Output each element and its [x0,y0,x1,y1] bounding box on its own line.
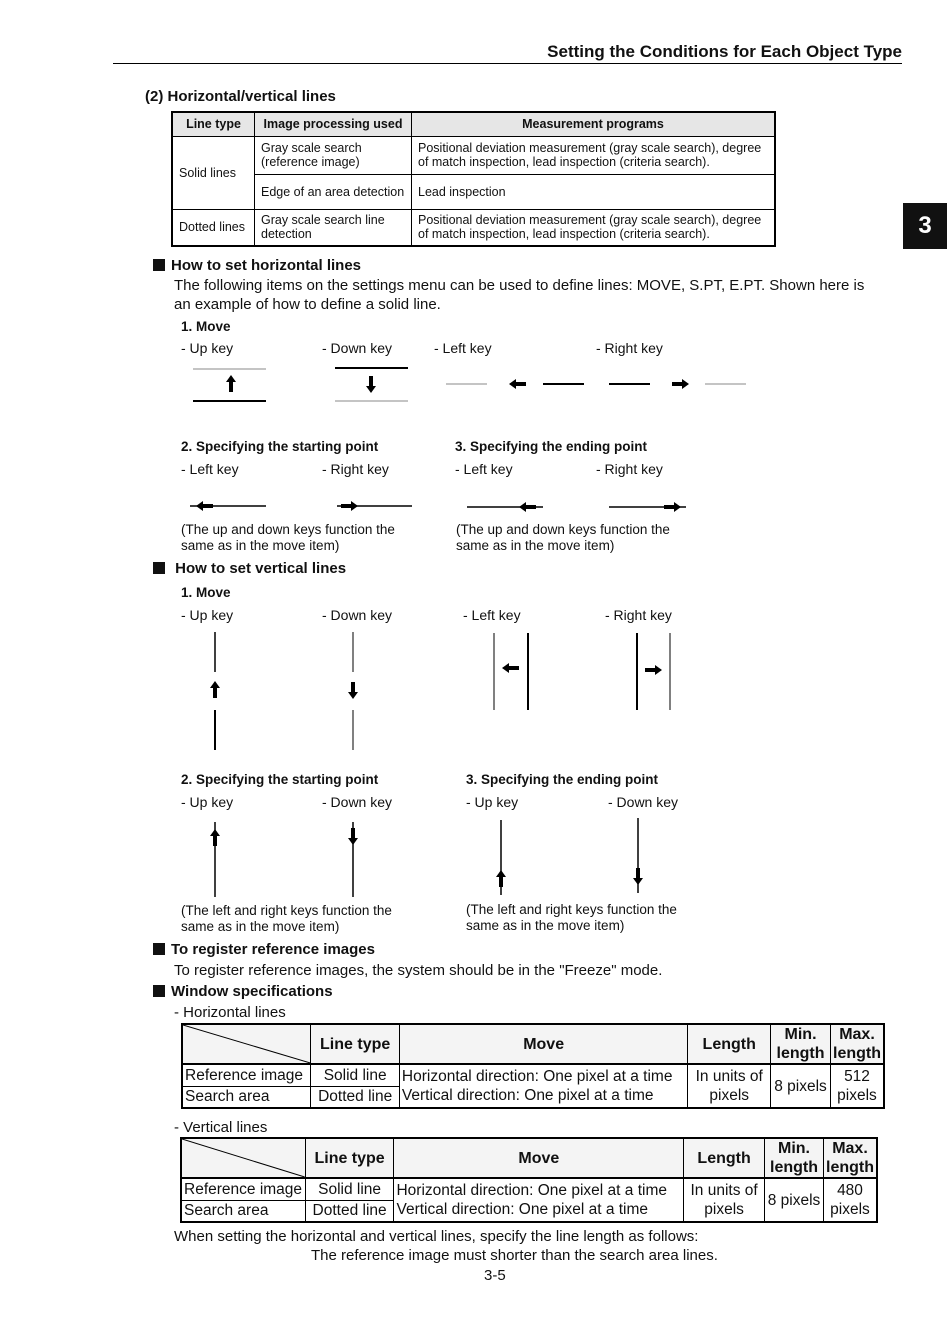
h-up-key-label: - Up key [181,340,234,356]
h-start-title: 2. Specifying the starting point [181,439,379,454]
footer-note-1: When setting the horizontal and vertical lines, specify the line length as follows: [174,1228,699,1245]
h-move-down-diagram [335,368,408,401]
register-text: To register reference images, the system should be in the "Freeze" mode. [174,962,663,979]
h-move-right-diagram [609,379,746,389]
vertical-heading: How to set vertical lines [153,560,346,577]
cell-processing: Gray scale search line detection [255,209,412,246]
page-number: 3-5 [484,1267,506,1284]
th-move: Move [399,1024,687,1064]
chapter-tab: 3 [903,203,947,249]
section-title: (2) Horizontal/vertical lines [145,88,336,105]
v-end-up-label: - Up key [466,794,519,810]
th-min-length: Min. length [771,1024,831,1064]
th-length: Length [684,1138,765,1178]
h-start-note: (The up and down keys function the same as in the move item) [181,522,395,553]
cell-length: In units of pixels [688,1064,771,1108]
horizontal-spec-table [181,1023,885,1109]
page-header-title: Setting the Conditions for Each Object Type [547,42,902,61]
h-end-right-label: - Right key [596,461,663,477]
v-end-down-label: - Down key [608,794,679,810]
h-start-left-diagram [190,501,266,511]
cell-line-type: Dotted line [311,1086,400,1108]
h-move-left-diagram [446,379,584,389]
cell-line-type: Dotted line [305,1200,394,1222]
square-bullet-icon [153,943,165,955]
th-min-length: Min. length [765,1138,824,1178]
h-left-key-label: - Left key [434,340,492,356]
diagonal-header-cell [181,1138,305,1178]
th-measurement-programs: Measurement programs [412,112,776,136]
h-start-right-diagram [337,501,412,511]
square-bullet-icon [153,562,165,574]
v-start-up-diagram [210,822,220,897]
th-max-length: Max. length [831,1024,885,1064]
v-start-down-diagram [348,822,358,897]
table-row [182,1064,884,1086]
cell-line-type: Solid line [311,1064,400,1086]
th-length: Length [688,1024,771,1064]
cell-program: Positional deviation measurement (gray scale search), degree of match inspection, lead inspection (criteria search). [412,136,776,174]
row-label-reference: Reference image [182,1064,311,1086]
cell-length: In units of pixels [684,1178,765,1222]
th-move: Move [394,1138,684,1178]
horizontal-lines-label: - Horizontal lines [174,1004,286,1021]
row-label-search: Search area [182,1086,311,1108]
v-start-note: (The left and right keys function the same as in the move item) [181,903,392,934]
horizontal-heading: How to set horizontal lines [153,257,361,274]
row-label-reference: Reference image [181,1178,305,1200]
cell-move: Horizontal direction: One pixel at a time Vertical direction: One pixel at a time [394,1178,684,1222]
v-end-down-diagram [633,818,643,893]
h-end-left-diagram [467,502,543,512]
vertical-spec-table [180,1137,878,1223]
th-image-processing: Image processing used [255,112,412,136]
h-move-up-diagram [193,369,266,401]
h-end-right-diagram [609,502,686,512]
th-line-type: Line type [311,1024,400,1064]
footer-note-2: The reference image must shorter than the search area lines. [311,1247,718,1264]
cell-processing: Edge of an area detection [255,174,412,209]
cell-program: Lead inspection [412,174,776,209]
cell-program: Positional deviation measurement (gray scale search), degree of match inspection, lead inspection (criteria search). [412,209,776,246]
cell-line-type: Solid line [305,1178,394,1200]
cell-dotted-lines: Dotted lines [172,209,255,246]
h-start-left-label: - Left key [181,461,239,477]
cell-min-length: 8 pixels [771,1064,831,1108]
v-move-title: 1. Move [181,585,231,600]
v-start-title: 2. Specifying the starting point [181,772,379,787]
cell-move: Horizontal direction: One pixel at a time Vertical direction: One pixel at a time [399,1064,687,1108]
v-move-down-diagram [348,632,358,750]
cell-min-length: 8 pixels [765,1178,824,1222]
v-end-title: 3. Specifying the ending point [466,772,659,787]
h-end-left-label: - Left key [455,461,513,477]
v-move-up-diagram [210,632,220,750]
diagonal-header-cell [182,1024,311,1064]
v-move-right-diagram [637,633,670,710]
v-start-down-label: - Down key [322,794,393,810]
v-up-key-label: - Up key [181,607,234,623]
vertical-lines-label: - Vertical lines [174,1119,268,1136]
h-end-note: (The up and down keys function the same as in the move item) [456,522,670,553]
h-down-key-label: - Down key [322,340,393,356]
v-right-key-label: - Right key [605,607,672,623]
th-max-length: Max. length [824,1138,878,1178]
v-left-key-label: - Left key [463,607,521,623]
th-line-type: Line type [305,1138,394,1178]
v-move-left-diagram [494,633,528,710]
cell-max-length: 480 pixels [824,1178,878,1222]
v-end-note: (The left and right keys function the same as in the move item) [466,902,677,933]
h-end-title: 3. Specifying the ending point [455,439,648,454]
v-end-up-diagram [496,820,506,895]
cell-solid-lines: Solid lines [172,136,255,209]
register-heading: To register reference images [153,941,375,958]
window-spec-heading: Window specifications [153,983,333,1000]
h-start-right-label: - Right key [322,461,389,477]
th-line-type: Line type [172,112,255,136]
row-label-search: Search area [181,1200,305,1222]
table-row [181,1178,877,1200]
h-move-title: 1. Move [181,319,231,334]
h-right-key-label: - Right key [596,340,663,356]
square-bullet-icon [153,985,165,997]
horizontal-intro: The following items on the settings menu can be used to define lines: MOVE, S.PT, E.PT. Shown here is an example of how to define a solid line. [174,277,865,313]
cell-processing: Gray scale search (reference image) [255,136,412,174]
cell-max-length: 512 pixels [831,1064,885,1108]
v-start-up-label: - Up key [181,794,234,810]
v-down-key-label: - Down key [322,607,393,623]
